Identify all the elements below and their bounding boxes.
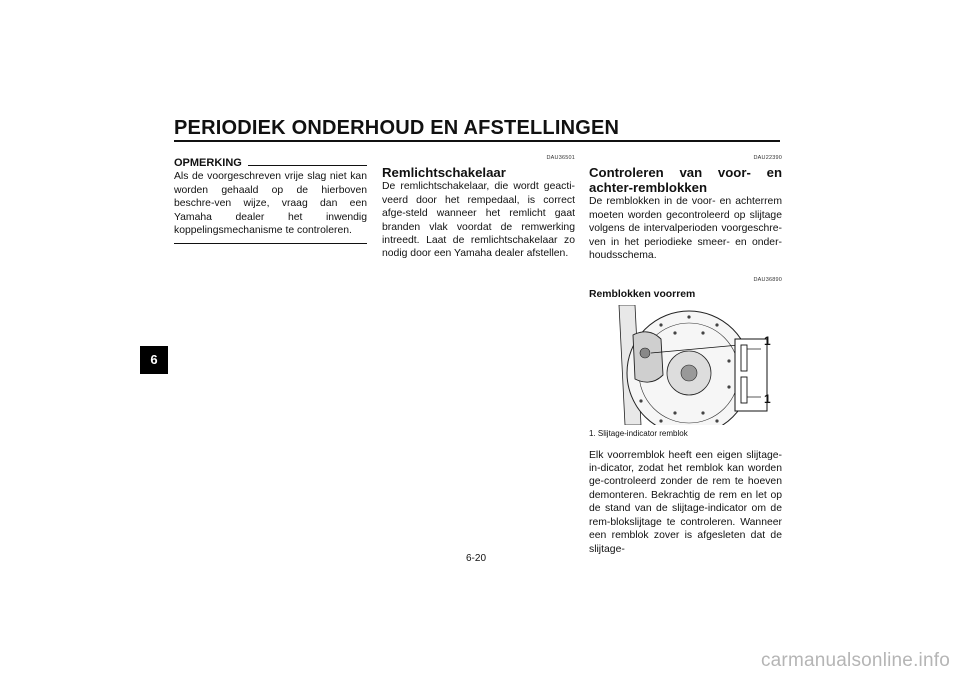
note-heading-line	[248, 165, 367, 166]
section-body: Elk voorremblok heeft een eigen slijtage-in-dicator, zodat het remblok kan worden ge-controleerd zonder de rem te hoeven demonteren. Bekrachtig de rem en let op de stand van de slijtage-indicator om de rem-blokslijtage te controleren. Wanneer een remblok zover is afgesleten dat de slijtage-	[589, 449, 782, 555]
column-1	[174, 157, 367, 244]
brake-disc-illustration	[589, 305, 782, 425]
figure-label-2: 1	[764, 392, 771, 407]
note-text: Als de voorgeschreven vrije slag niet kan worden gehaald op de hierboven beschre-ven wijze, vraag dan een Yamaha dealer het inwendig koppelingsmechanisme te controleren.	[174, 171, 367, 237]
section-heading: Remlichtschakelaar	[382, 165, 506, 181]
column-3	[589, 152, 782, 556]
page-number: 6-20	[466, 553, 487, 564]
subsection-code: DAU36890	[753, 277, 782, 284]
note-heading: OPMERKING	[174, 157, 242, 169]
subsection-heading: Remblokken voorrem	[589, 288, 696, 300]
chapter-tab: 6	[140, 346, 168, 374]
title-rule	[174, 140, 780, 142]
section-code: DAU36501	[546, 155, 575, 161]
section-heading: Controleren van voor- en achter-remblokken	[589, 165, 782, 196]
column-2	[382, 152, 575, 261]
brake-pad-figure	[589, 305, 782, 425]
note-heading-row	[174, 157, 367, 170]
figure-caption	[589, 427, 782, 440]
page-title: PERIODIEK ONDERHOUD EN AFSTELLINGEN	[174, 117, 620, 139]
section-code: DAU22390	[753, 155, 782, 161]
section-intro: De remblokken in de voor- en achterrem moeten worden gecontroleerd op slijtage volgens de intervalperioden voorgeschre-ven in het periodieke smeer- en onder-houdsschema.	[589, 196, 782, 262]
figure-label-1: 1	[764, 334, 771, 349]
caption-number: 1.	[589, 429, 596, 439]
note-end-rule	[174, 243, 367, 244]
section-text: De remlichtschakelaar, die wordt geacti-veerd door het rempedaal, is correct afge-steld wanneer het remlicht gaat branden vlak voordat de remwerking intreedt. Laat de remlichtschakelaar zo nodig door een Yamaha dealer afstellen.	[382, 181, 575, 260]
caption-text: Slijtage-indicator remblok	[597, 429, 688, 439]
watermark: carmanualsonline.info	[760, 650, 950, 671]
